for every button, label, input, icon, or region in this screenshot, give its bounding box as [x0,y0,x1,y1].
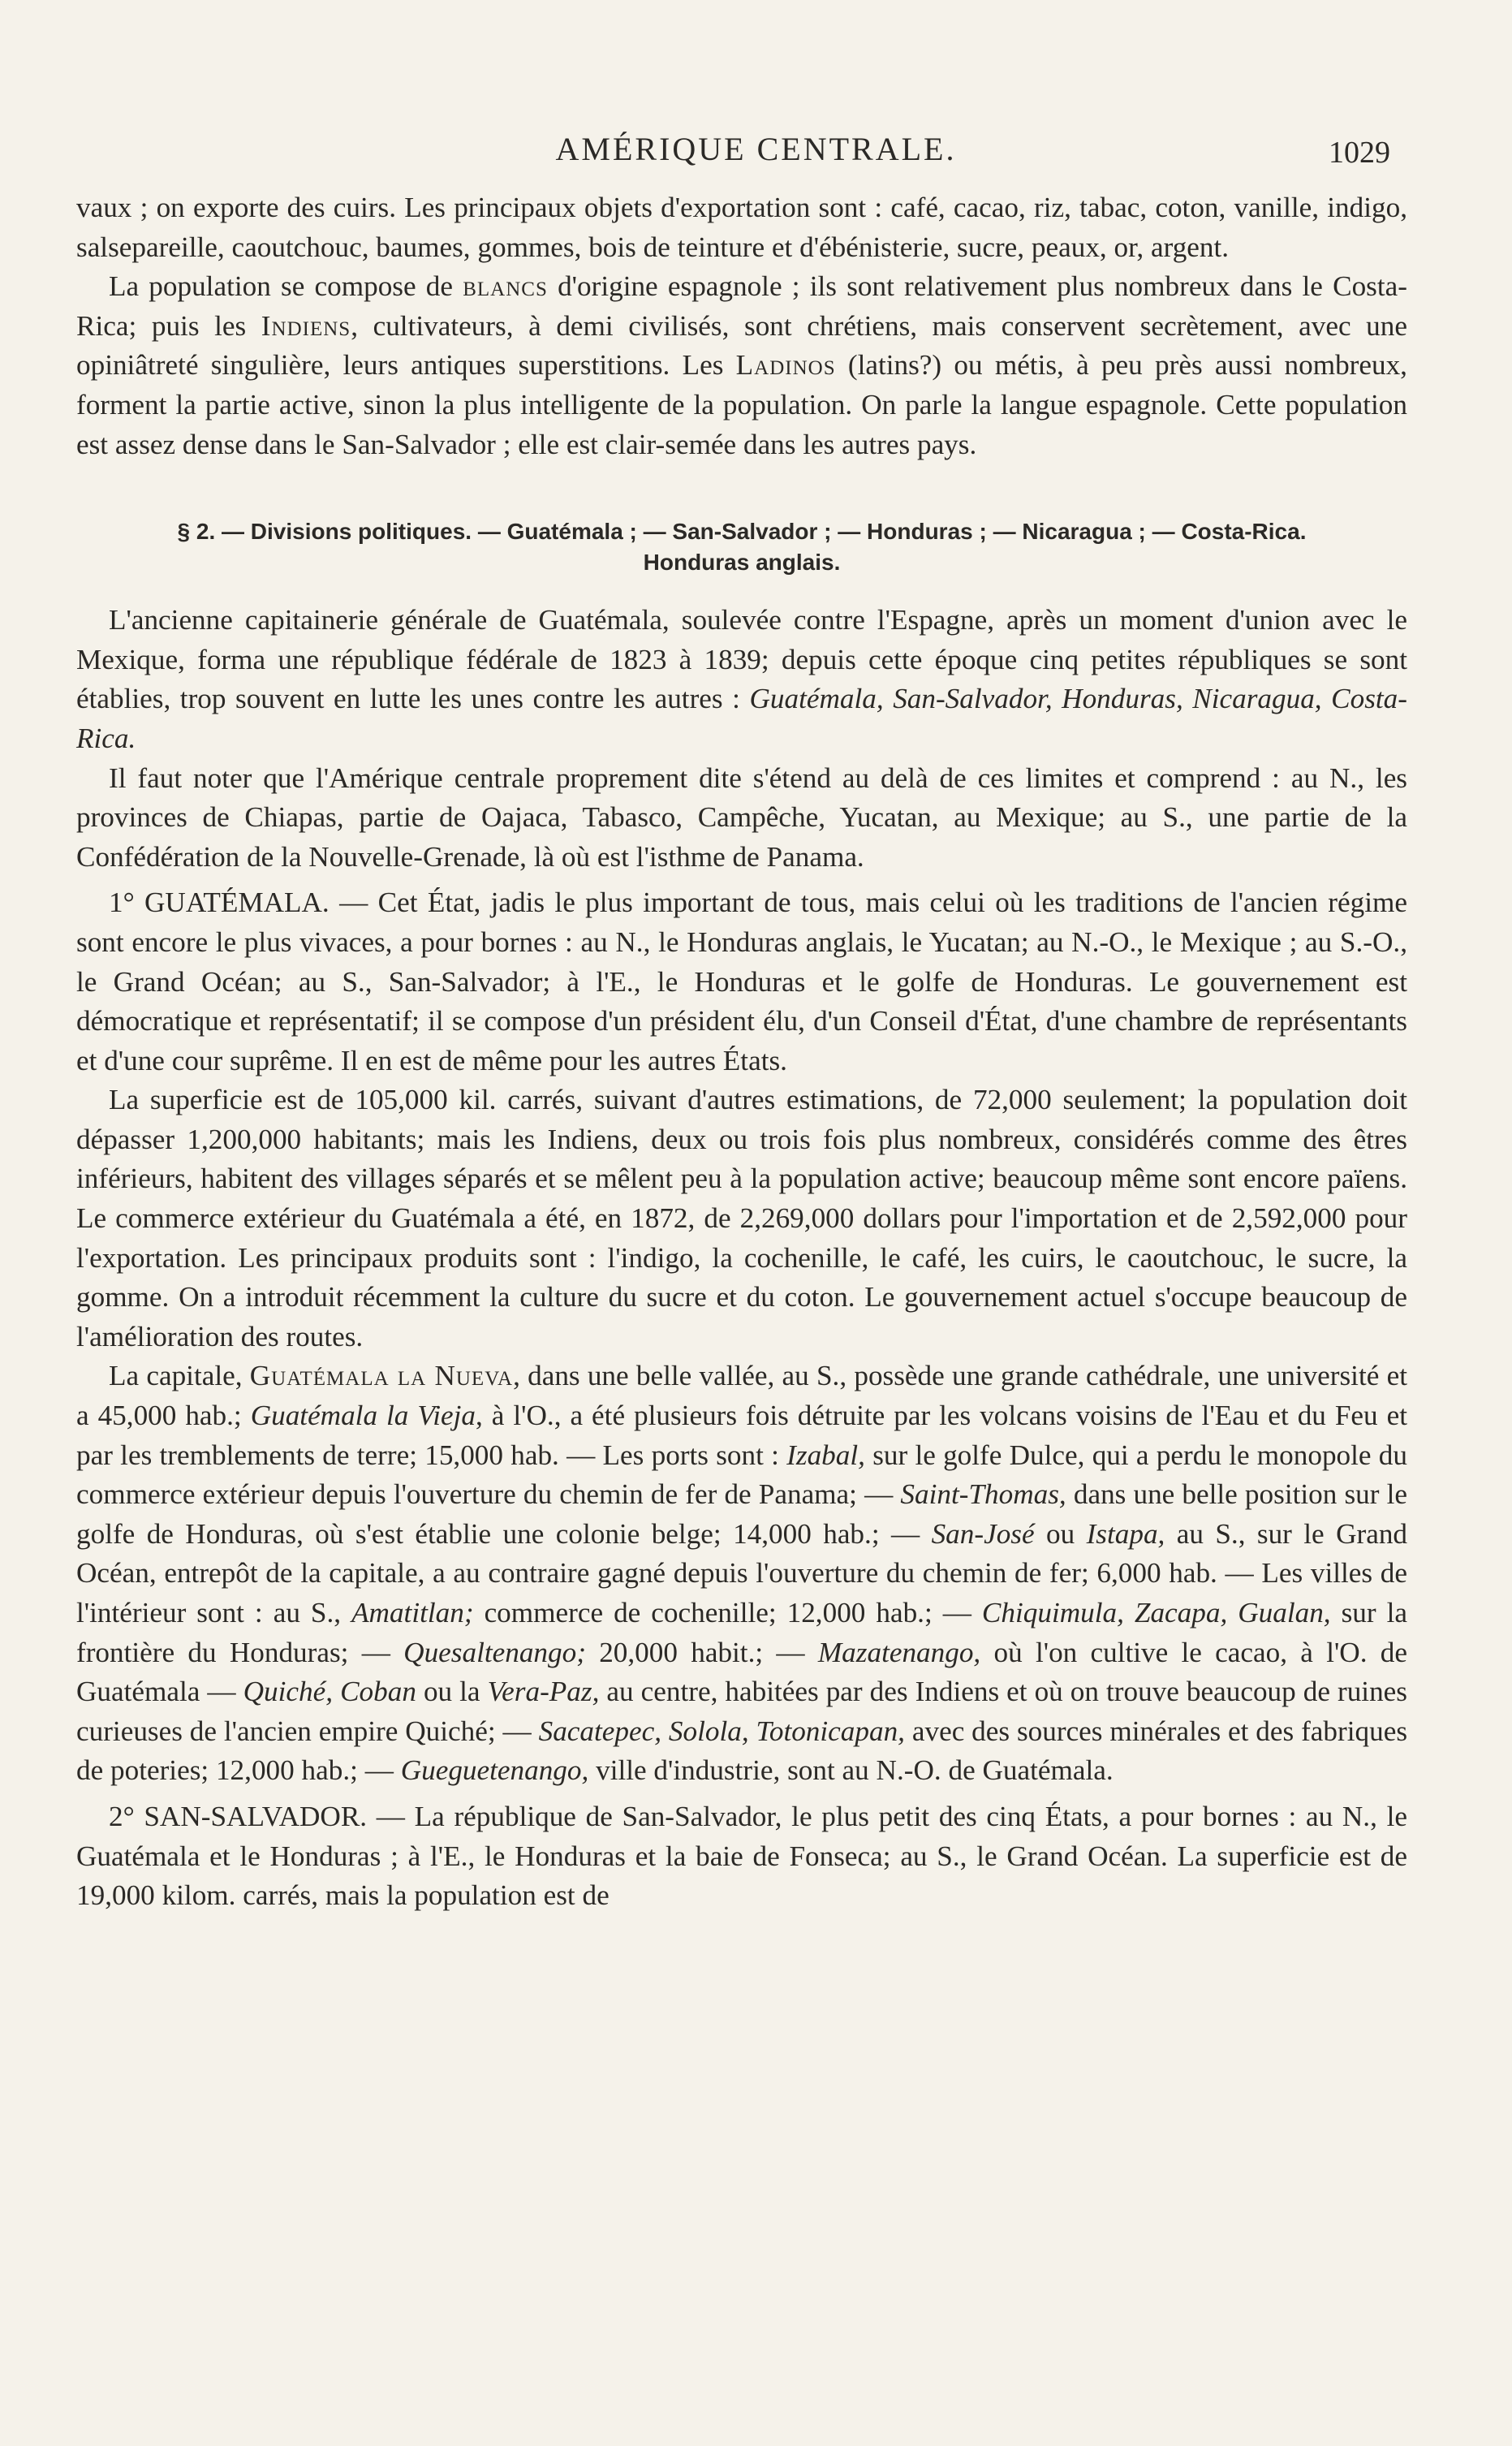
paragraph-guatemala-stats: La superficie est de 105,000 kil. carrés, suivant d'autres estimations, de 72,000 seulement; la population doit dépasser 1,200,000 habitants; mais les Indiens, deux ou trois fois plus nombreux, considérés comme des êtres inférieurs, habitent des villages séparés et se mêlent peu à la population active; beaucoup même sont encore païens. Le commerce extérieur du Guatémala a été, en 1872, de 2,269,000 dollars pour l'importation et de 2,592,000 pour l'exportation. Les principaux produits sont : l'indigo, la cochenille, le café, les cuirs, le caoutchouc, le sucre, la gomme. On a introduit récemment la culture du sucre et du coton. Le gouvernement actuel s'occupe beaucoup de l'amélioration des routes. [76,1084,1407,1352]
section-heading-line-2: Honduras anglais. [643,550,841,576]
paragraph-population: La population se compose de blancs d'origine espagnole ; ils sont relativement plus nombreux dans le Costa-Rica; puis les Indiens, cultivateurs, à demi civilisés, sont chrétiens, mais conservent secrètement, avec une opiniâtreté singulière, leurs antiques superstitions. Les Ladinos (latins?) ou métis, à peu près aussi nombreux, forment la partie active, sinon la plus intelligente de la population. On parle la langue espagnole. Cette population est assez dense dans le San-Salvador ; elle est clair-semée dans les autres pays. [76,270,1407,460]
paragraph-san-salvador: 2° SAN-SALVADOR. — La république de San-Salvador, le plus petit des cinq États, a pour bornes : au N., le Guatémala et le Honduras ; à l'E., le Honduras et la baie de Fonseca; au S., le Grand Océan. La superficie est de 19,000 kilom. carrés, mais la population est de [76,1800,1407,1912]
page-number: 1029 [1329,136,1390,170]
section-heading [76,516,1407,578]
paragraph-exports: vaux ; on exporte des cuirs. Les principaux objets d'exportation sont : café, cacao, riz, tabac, coton, vanille, indigo, salsepareille, caoutchouc, baumes, gommes, bois de teinture et d'ébénisterie, sucre, peaux, or, argent. [76,192,1407,263]
paragraph-extent: Il faut noter que l'Amérique centrale proprement dite s'étend au delà de ces limites et comprend : au N., les provinces de Chiapas, partie de Oajaca, Tabasco, Campêche, Yucatan, au Mexique; au S., une partie de la Confédération de la Nouvelle-Grenade, là où est l'isthme de Panama. [76,761,1407,873]
section-heading-line-1: § 2. — Divisions politiques. — Guatémala ; — San-Salvador ; — Honduras ; — Nicaragua ; — Costa-Rica. [177,519,1307,545]
paragraph-history: L'ancienne capitainerie générale de Guatémala, soulevée contre l'Espagne, après un moment d'union avec le Mexique, forma une république fédérale de 1823 à 1839; depuis cette époque cinq petites républiques se sont établies, trop souvent en lutte les unes contre les autres : Guatémala, San-Salvador, Honduras, Nicaragua, Costa-Rica. [76,604,1407,754]
running-head: AMÉRIQUE CENTRALE. [555,131,957,167]
paragraph-guatemala: 1° GUATÉMALA. — Cet État, jadis le plus important de tous, mais celui où les traditions de l'ancien régime sont encore le plus vivaces, a pour bornes : au N., le Honduras anglais, le Yucatan; au N.-O., le Mexique ; au S.-O., le Grand Océan; au S., San-Salvador; à l'E., le Honduras et le golfe de Honduras. Le gouvernement est démocratique et représentatif; il se compose d'un président élu, d'un Conseil d'État, d'une chambre de représentants et d'une cour suprême. Il en est de même pour les autres États. [76,887,1407,1076]
paragraph-guatemala-cities: La capitale, Guatémala la Nueva, dans une belle vallée, au S., possède une grande cathédrale, une université et a 45,000 hab.; Guatémala la Vieja, à l'O., a été plusieurs fois détruite par les volcans voisins de l'Eau et du Feu et par les tremblements de terre; 15,000 hab. — Les ports sont : Izabal, sur le golfe Dulce, qui a perdu le monopole du commerce extérieur depuis l'ouverture du chemin de fer de Panama; — Saint-Thomas, dans une belle position sur le golfe de Honduras, où s'est établie une colonie belge; 14,000 hab.; — San-José ou Istapa, au S., sur le Grand Océan, entrepôt de la capitale, a au contraire gagné depuis l'ouverture du chemin de fer; 6,000 hab. — Les villes de l'intérieur sont : au S., Amatitlan; commerce de cochenille; 12,000 hab.; — Chiquimula, Zacapa, Gualan, sur la frontière du Honduras; — Quesaltenango; 20,000 habit.; — Mazatenango, où l'on cultive le cacao, à l'O. de Guatémala — Quiché, Coban ou la Vera-Paz, au centre, habitées par des Indiens et où on trouve beaucoup de ruines curieuses de l'ancien empire Quiché; — Sacatepec, Solola, Totonicapan, avec des sources minérales et des fabriques de poteries; 12,000 hab.; — Gueguetenango, ville d'industrie, sont au N.-O. de Guatémala. [76,1360,1408,1787]
page-body [76,188,1407,1916]
